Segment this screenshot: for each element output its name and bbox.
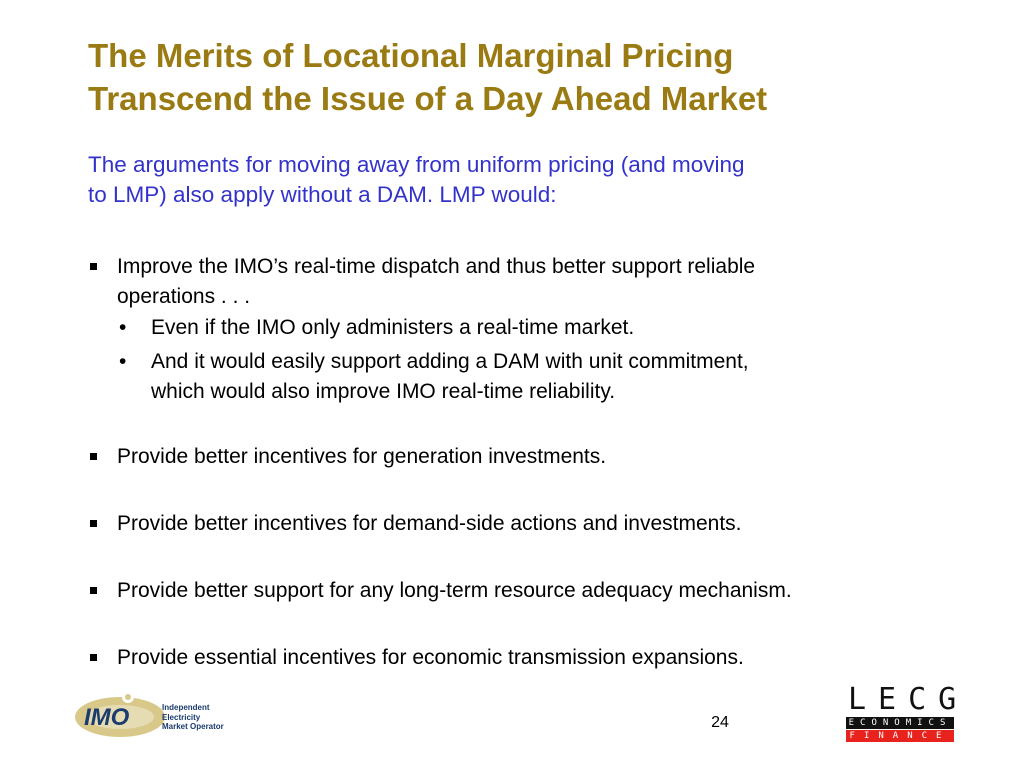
imo-logo-line: Market Operator: [162, 722, 224, 731]
sub-bullet-item: [119, 313, 959, 343]
title-line-2: Transcend the Issue of a Day Ahead Market: [88, 80, 768, 117]
subtitle-line-1: The arguments for moving away from uniform pricing (and moving: [88, 152, 745, 177]
bullet-item: [90, 643, 970, 673]
dot-bullet-icon: •: [119, 350, 127, 373]
sub-bullet-item: [119, 347, 959, 407]
lecg-logo-finance: FINANCE: [846, 730, 954, 742]
bullet-item: [90, 509, 970, 539]
sub-bullet-text-line: which would also improve IMO real-time reliability.: [151, 380, 616, 403]
bullet-text-line: operations . . .: [117, 285, 251, 308]
square-bullet-icon: [90, 520, 97, 527]
imo-logo-line: Independent: [162, 703, 210, 712]
title-line-1: The Merits of Locational Marginal Pricing: [88, 37, 734, 74]
bullet-item: [90, 252, 970, 312]
bullet-text-line: Improve the IMO’s real-time dispatch and thus better support reliable: [117, 255, 756, 278]
subtitle-line-2: to LMP) also apply without a DAM. LMP would:: [88, 182, 557, 207]
square-bullet-icon: [90, 263, 97, 270]
square-bullet-icon: [90, 654, 97, 661]
sub-bullet-text-line: And it would easily support adding a DAM with unit commitment,: [151, 350, 749, 373]
bullet-text-line: Provide better support for any long-term resource adequacy mechanism.: [117, 579, 792, 602]
lecg-logo: [846, 682, 969, 744]
imo-logo-line: Electricity: [162, 712, 201, 722]
bullet-text-line: Provide essential incentives for economic transmission expansions.: [117, 646, 744, 669]
slide-subtitle: [88, 150, 968, 210]
square-bullet-icon: [90, 587, 97, 594]
imo-logo-text: [162, 703, 224, 732]
bullet-item: [90, 442, 970, 472]
bullet-item: [90, 576, 970, 606]
lecg-logo-economics: ECONOMICS: [846, 717, 954, 729]
slide-title: [88, 34, 988, 120]
bullet-text-line: Provide better incentives for demand-side actions and investments.: [117, 512, 742, 535]
dot-bullet-icon: •: [119, 316, 127, 339]
lecg-logo-word: LECG: [848, 682, 969, 717]
sub-bullet-text-line: Even if the IMO only administers a real-time market.: [151, 316, 635, 339]
page-number: 24: [711, 714, 729, 731]
square-bullet-icon: [90, 453, 97, 460]
imo-logo-mark: IMO: [84, 704, 130, 731]
bullet-text-line: Provide better incentives for generation investments.: [117, 445, 607, 468]
